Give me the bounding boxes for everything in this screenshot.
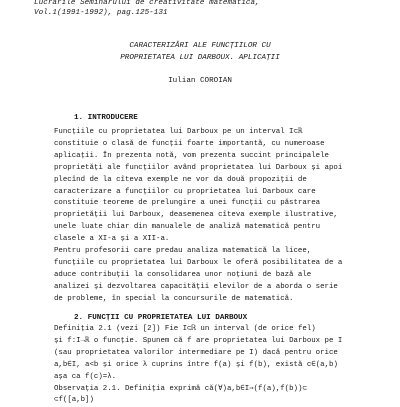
text-line: (sau proprietatea valorilor intermediare pe I) dacă pentru orice (54, 348, 338, 357)
text-line: unele luate chiar din manualele de analiză matematică pentru (54, 223, 321, 232)
text-line: caracterizare a funcțiilor cu proprietatea lui Darboux care (54, 187, 316, 196)
text-line: Observația 2.1. Definiția exprimă că(∀)a,b∈I⇒(f(a),f(b))⊂ (54, 384, 307, 393)
text-line: plecînd de la cîteva exemple ne vor da două propoziții de (54, 175, 307, 184)
journal-header-line-2: Vol.1(1991-1992), pag.125-131 (34, 9, 168, 17)
journal-header (34, 0, 260, 18)
text-line: și f:I→ℝ o funcție. Spunem că f are proprietatea lui Darboux pe I (54, 336, 343, 345)
text-line: ⊂f([a,b]) (54, 396, 94, 405)
paper-title-line-1: CARACTERIZĂRI ALE FUNCȚIILOR CU (129, 42, 271, 50)
text-line: funcțiile cu proprietatea lui Darboux le oferă posibilitatea de a (54, 258, 343, 267)
section-2-heading: 2. FUNCȚII CU PROPRIETATEA LUI DARBOUX (74, 314, 248, 322)
text-line: proprietăți ale funcțiilor având proprietatea lui Darboux și apoi (54, 163, 343, 172)
text-line: Pentru profesorii care predau analiza matematică la licee, (54, 247, 312, 255)
text-line: Definiția 2.1 (vezi [2]) Fie I⊂ℝ un interval (de orice fel) (54, 325, 316, 333)
text-line: constituie o clasă de funcții foarte importantă, cu numeroase (54, 139, 325, 148)
section-1-paragraph-1 (54, 127, 384, 246)
text-line: de probleme, în special la concursurile de matematică. (54, 294, 294, 303)
text-line: constituie teoreme de prelungire a unei funcții cu păstrarea (54, 199, 321, 208)
paper-title-line-2: PROPRIETATEA LUI DARBOUX. APLICAȚII (120, 54, 280, 62)
text-line: așa ca f(c)=λ. (54, 372, 117, 381)
text-line: a,b∈I, a<b și orice λ cuprins între f(a) și f(b), există c∈(a,b) (54, 360, 338, 369)
section-2-paragraph (54, 324, 384, 407)
section-1-paragraph-2 (54, 246, 384, 306)
author-name: Iulian COROIAN (168, 77, 232, 85)
journal-header-line-1: Lucrările Seminarului de creativitate matematică, (34, 0, 260, 7)
text-line: aplicații. În prezenta notă, vom prezenta succint principalele (54, 151, 329, 160)
text-line: clasele a XI-a și a XII-a. (54, 235, 170, 244)
text-line: aduce contribuții la consolidarea unor noțiuni de bază ale (54, 270, 312, 279)
paper-title (0, 40, 400, 64)
text-line: proprietății lui Darboux, deasemenea cîteva exemple ilustrative, (54, 211, 338, 220)
text-line: analizei și dezvoltarea capacității elevilor de a aborda o serie (54, 282, 338, 291)
text-line: Funcțiile cu proprietatea lui Darboux pe un interval I⊂ℝ (54, 128, 303, 136)
section-1-heading: 1. INTRODUCERE (74, 114, 138, 122)
